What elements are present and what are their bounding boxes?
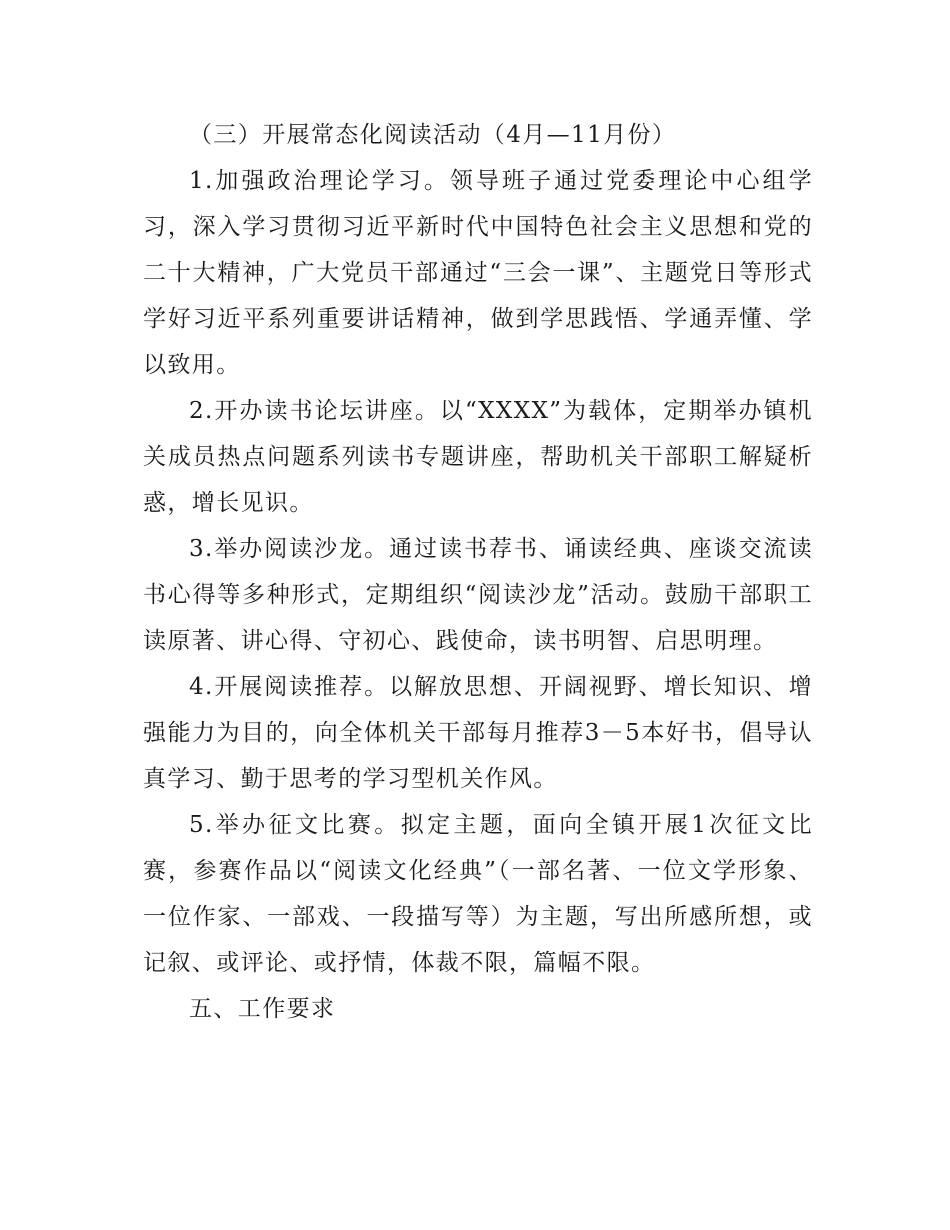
work-requirements-heading: 五、工作要求 [189, 996, 336, 1022]
section-heading: （三）开展常态化阅读活动（4月—11月份） [189, 122, 677, 148]
paragraph-political-theory-study: 1.加强政治理论学习。领导班子通过党委理论中心组学习，深入学习贯彻习近平新时代中国特色社会主义思想和党的二十大精神，广大党员干部通过“三会一课”、主题党日等形式学好习近平系列重要讲话精神，做到学思践悟、学通弄懂、学以致用。 [143, 168, 813, 378]
paragraph-reading-salon: 3.举办阅读沙龙。通过读书荐书、诵读经典、座谈交流读书心得等多种形式，定期组织“阅读沙龙”活动。鼓励干部职工读原著、讲心得、守初心、践使命，读书明智、启思明理。 [143, 536, 813, 654]
document-body [143, 112, 813, 1032]
paragraph-reading-forum-lectures: 2.开办读书论坛讲座。以“XXXX”为载体，定期举办镇机关成员热点问题系列读书专题讲座，帮助机关干部职工解疑析惑，增长见识。 [143, 398, 813, 516]
paragraph-reading-recommendation: 4.开展阅读推荐。以解放思想、开阔视野、增长知识、增强能力为目的，向全体机关干部每月推荐3－5本好书，倡导认真学习、勤于思考的学习型机关作风。 [143, 674, 813, 792]
paragraph-essay-contest: 5.举办征文比赛。拟定主题，面向全镇开展1次征文比赛，参赛作品以“阅读文化经典”（一部名著、一位文学形象、一位作家、一部戏、一段描写等）为主题，写出所感所想，或记叙、或评论、或抒情，体裁不限，篇幅不限。 [143, 812, 813, 976]
